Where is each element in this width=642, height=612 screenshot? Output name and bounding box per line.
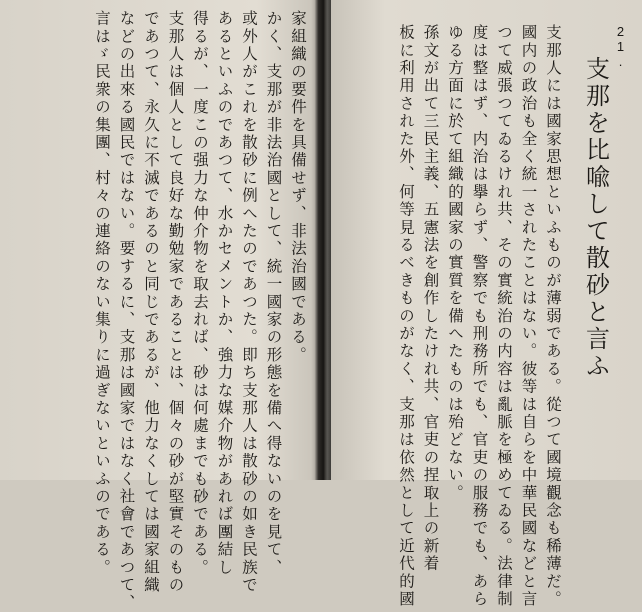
body-line: 家組織の要件を具備せず、非法治國である。: [289, 10, 307, 364]
body-line: などの出來る國民ではない。要するに、支那は國家ではなく社會であつて、: [117, 10, 136, 612]
body-line: 板に利用された外、何等見るべきものがなく、支那は依然として近代的國: [397, 24, 415, 609]
body-line: 國内の政治も全く統一されたことはない。彼等は自らを中華民國などと言: [519, 24, 538, 609]
body-line: 得るが、一度この强力な仲介物を取去れば、砂は何處までも砂である。: [191, 10, 209, 577]
body-line: 言はゞ民衆の集團、村々の連絡のない集りに過ぎないといふのである。: [93, 10, 111, 577]
book-gutter: [311, 0, 331, 480]
section-heading: [583, 24, 632, 504]
body-line: かく、支那が非法治國として、統一國家の形態を備へ得ないのを見て、: [264, 10, 283, 577]
body-line: 支那人には國家思想といふものが薄弱である。從つて國境觀念も稀薄だ。: [544, 24, 562, 609]
section-title: 支那を比喩して散砂と言ふ: [581, 56, 610, 380]
right-page: [340, 0, 632, 609]
left-page: [10, 0, 310, 612]
body-line: あるといふのであつて、水かセメントか、強力な媒介物があれば團結し: [215, 10, 234, 577]
body-line: であつて、永久に不滅であるのと同じであるが、他力なくしては國家組織: [142, 10, 160, 595]
body-line: 或外人がこれを散砂に例へたのであつた。即ち支那人は散砂の如き民族で: [240, 10, 258, 595]
body-line: 孫文が出て三民主義、五憲法を創作したけれ共、官吏の捏取上の新着: [421, 24, 440, 573]
section-number: 21.: [613, 24, 628, 69]
body-line: ゆる方面に於て組織的國家の實質を備へたものは殆どない。: [446, 24, 464, 502]
body-line: 支那人は個人として良好な勤勉家であることは、個々の砂が堅實そのもの: [166, 10, 185, 595]
body-line: つて威張つてゐるけれ共、その實統治の内容は亂脈を極めてゐる。法律制: [495, 24, 513, 609]
body-line: 度は整はず、内治は擧らず、警察でも刑務所でも、官吏の服務でも、あら: [470, 24, 489, 609]
